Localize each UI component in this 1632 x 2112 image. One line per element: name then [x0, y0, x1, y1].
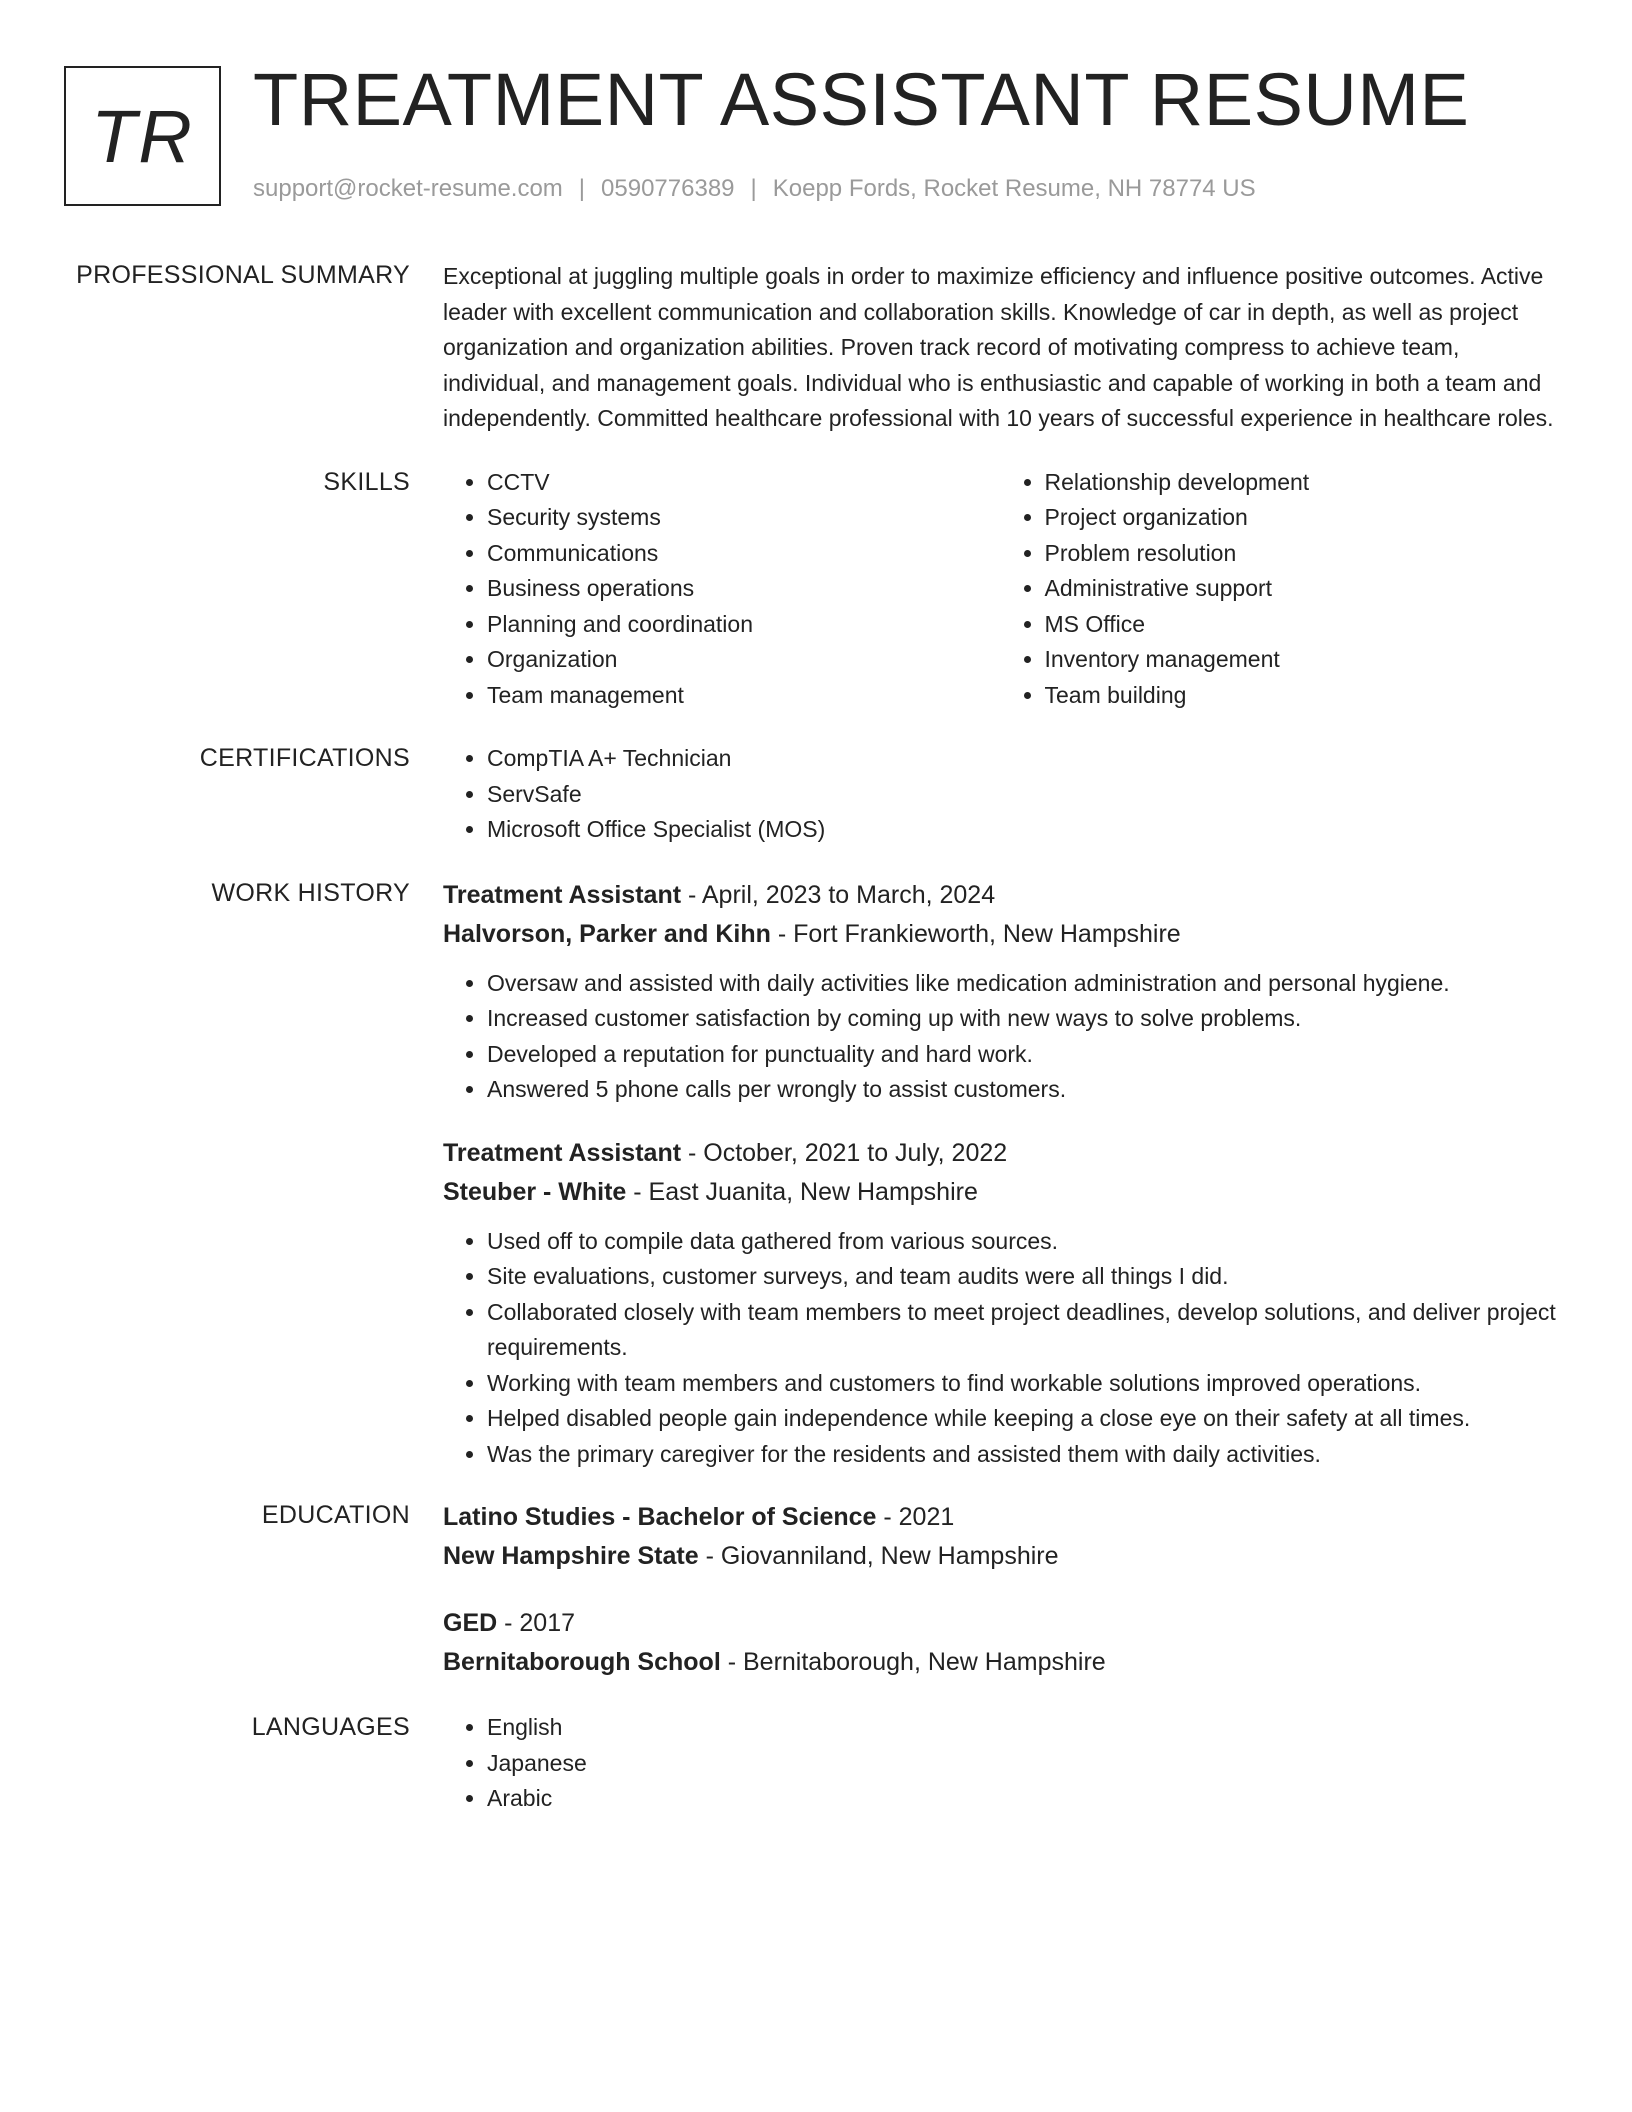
monogram-logo: TR — [64, 66, 221, 206]
education-entry — [443, 1604, 1558, 1682]
job-bullets — [443, 966, 1558, 1108]
job-title: Treatment Assistant — [443, 1138, 682, 1167]
section-heading-skills: SKILLS — [323, 467, 410, 496]
section-heading-education: EDUCATION — [261, 1501, 410, 1529]
skill-item: • Team management — [487, 678, 1001, 714]
skill-item: • CCTV — [487, 465, 1001, 501]
job-bullet: • Collaborated closely with team members to meet project deadlines, develop solutions, and deliver project requirements. — [487, 1295, 1558, 1366]
job-dates: - April, 2023 to March, 2024 — [681, 880, 996, 909]
education-degree: GED — [443, 1609, 498, 1637]
job-bullets — [443, 1224, 1558, 1473]
education-school: New Hampshire State — [443, 1542, 699, 1570]
education-degree: Latino Studies - Bachelor of Science — [443, 1503, 877, 1531]
education-entry — [443, 1498, 1558, 1576]
job-bullet: • Oversaw and assisted with daily activities like medication administration and personal hygiene. — [487, 966, 1558, 1002]
job-location: - East Juanita, New Hampshire — [626, 1177, 978, 1206]
contact-phone: 0590776389 — [601, 175, 735, 202]
contact-separator: | — [750, 175, 757, 202]
certification-item: • ServSafe — [487, 777, 1558, 813]
skill-item: • Communications — [487, 536, 1001, 572]
skill-item: • Team building — [1045, 678, 1559, 714]
education-degree-line — [443, 1498, 1558, 1537]
language-item: • English — [487, 1710, 1558, 1746]
skill-item: • Problem resolution — [1045, 536, 1559, 572]
job-company: Steuber - White — [443, 1177, 627, 1206]
education-location: - Giovanniland, New Hampshire — [698, 1542, 1059, 1570]
language-item: • Japanese — [487, 1746, 1558, 1782]
certifications-list — [443, 741, 1558, 848]
job-bullet: • Helped disabled people gain independence while keeping a close eye on their safety at all times. — [487, 1401, 1558, 1437]
languages-section — [0, 1710, 1632, 1817]
education-school-line — [443, 1643, 1558, 1682]
job-company-line — [443, 915, 1558, 954]
skills-section — [0, 465, 1632, 714]
section-heading-languages: LANGUAGES — [251, 1713, 410, 1741]
contact-line — [253, 174, 1256, 204]
languages-list — [443, 1710, 1558, 1817]
resume-content — [0, 258, 1632, 1845]
contact-email: support@rocket-resume.com — [253, 175, 563, 202]
language-item: • Arabic — [487, 1781, 1558, 1817]
education-location: - Bernitaborough, New Hampshire — [720, 1648, 1106, 1676]
job-bullet: • Increased customer satisfaction by coming up with new ways to solve problems. — [487, 1001, 1558, 1037]
job-bullet: • Was the primary caregiver for the residents and assisted them with daily activities. — [487, 1437, 1558, 1473]
section-heading-work-history: WORK HISTORY — [211, 878, 410, 907]
job-dates: - October, 2021 to July, 2022 — [681, 1138, 1008, 1167]
education-year: - 2017 — [497, 1609, 576, 1637]
education-year: - 2021 — [876, 1503, 955, 1531]
work-history-section — [0, 876, 1632, 1473]
skill-item: • Organization — [487, 642, 1001, 678]
skill-item: • Business operations — [487, 571, 1001, 607]
contact-address: Koepp Fords, Rocket Resume, NH 78774 US — [772, 175, 1256, 202]
skills-list-left — [443, 465, 1001, 714]
section-heading-summary: PROFESSIONAL SUMMARY — [76, 261, 410, 289]
skill-item: • Planning and coordination — [487, 607, 1001, 643]
job-company-line — [443, 1173, 1558, 1212]
job-location: - Fort Frankieworth, New Hampshire — [770, 919, 1181, 948]
job-title: Treatment Assistant — [443, 880, 682, 909]
skill-item: • Inventory management — [1045, 642, 1559, 678]
job-entry — [443, 876, 1558, 1108]
job-bullet: • Working with team members and customers to find workable solutions improved operations. — [487, 1366, 1558, 1402]
education-degree-line — [443, 1604, 1558, 1643]
summary-text: Exceptional at juggling multiple goals in order to maximize efficiency and influence positive outcomes. Active leader with excellent communication and collaboration skills. Knowledge of car in depth, as well as project organization and organization abilities. Proven track record of motivating compress to achieve team, individual, and management goals. Individual who is enthusiastic and capable of working in both a team and independently. Committed healthcare professional with 10 years of successful experience in healthcare roles. — [443, 263, 1554, 431]
education-section — [0, 1498, 1632, 1682]
job-company: Halvorson, Parker and Kihn — [443, 919, 771, 948]
job-title-line — [443, 1134, 1558, 1173]
job-bullet: • Used off to compile data gathered from various sources. — [487, 1224, 1558, 1260]
section-heading-certifications: CERTIFICATIONS — [199, 744, 410, 772]
certification-item: • CompTIA A+ Technician — [487, 741, 1558, 777]
skill-item: • Project organization — [1045, 500, 1559, 536]
skill-item: • Administrative support — [1045, 571, 1559, 607]
job-entry — [443, 1134, 1558, 1473]
skill-item: • Security systems — [487, 500, 1001, 536]
certifications-section — [0, 741, 1632, 848]
contact-separator: | — [578, 175, 586, 202]
summary-section — [0, 258, 1632, 437]
job-bullet: • Developed a reputation for punctuality and hard work. — [487, 1037, 1558, 1073]
job-title-line — [443, 876, 1558, 915]
certification-item: • Microsoft Office Specialist (MOS) — [487, 812, 1558, 848]
skill-item: • MS Office — [1045, 607, 1559, 643]
job-bullet: • Site evaluations, customer surveys, and team audits were all things I did. — [487, 1259, 1558, 1295]
resume-title: TREATMENT ASSISTANT RESUME — [253, 58, 1470, 141]
education-school-line — [443, 1537, 1558, 1576]
education-school: Bernitaborough School — [443, 1648, 721, 1676]
skill-item: • Relationship development — [1045, 465, 1559, 501]
job-bullet: • Answered 5 phone calls per wrongly to assist customers. — [487, 1072, 1558, 1108]
skills-list-right — [1001, 465, 1559, 714]
